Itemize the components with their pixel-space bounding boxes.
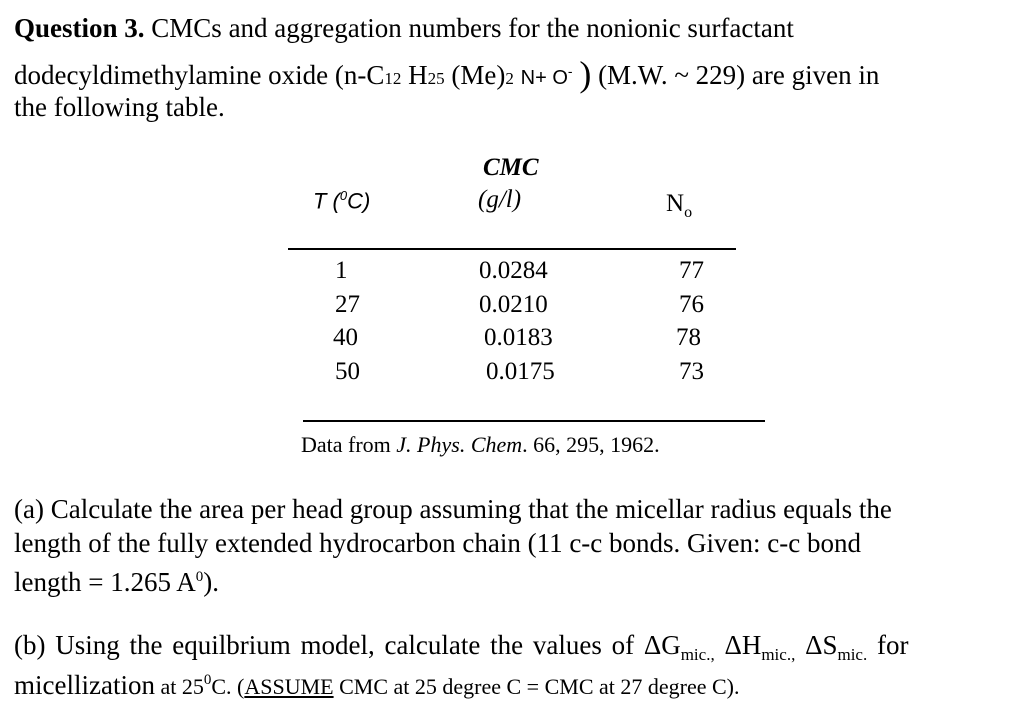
header-aggregation-label: N <box>666 190 685 217</box>
delta-g-symbol: ΔG <box>643 630 681 660</box>
header-temperature-degree: 0 <box>339 188 348 203</box>
formula-sub-c: 12 <box>384 69 402 88</box>
part-b-celsius: C. ( <box>211 674 245 699</box>
delta-s-symbol: ΔS <box>805 630 838 660</box>
header-cmc-unit: (g/l) <box>478 186 522 213</box>
question-label: Question 3. <box>14 13 145 43</box>
part-b-degree: 0 <box>203 672 212 688</box>
cell-temperature: 50 <box>335 358 360 385</box>
source-suffix: . 66, 295, 1962. <box>522 432 660 457</box>
part-b-line-2 <box>14 664 740 703</box>
part-a-angstrom-degree: 0 <box>195 569 204 585</box>
header-temperature-label: T ( <box>313 188 340 214</box>
table-source-note <box>301 432 660 458</box>
intro-text-2-suffix: (M.W. ~ 229) are given in <box>598 60 880 90</box>
intro-text-2-prefix: dodecyldimethylamine oxide (n-C <box>14 60 385 90</box>
formula-close-paren: ) <box>579 54 592 94</box>
part-b-assume: ASSUME <box>244 674 334 699</box>
cell-temperature: 27 <box>335 291 360 318</box>
cell-cmc: 0.0183 <box>484 324 553 351</box>
part-b-assumption: CMC at 25 degree C = CMC at 27 degree C). <box>333 674 740 699</box>
part-b-micellization: micellization <box>14 670 155 700</box>
formula-h: H <box>408 60 428 90</box>
cell-aggregation: 73 <box>679 358 704 385</box>
part-a-close: ). <box>203 567 219 597</box>
table-top-rule <box>288 248 736 250</box>
cell-cmc: 0.0175 <box>486 358 555 385</box>
question-intro-line-2 <box>14 55 879 95</box>
header-temperature <box>313 188 370 214</box>
cell-temperature: 1 <box>335 257 348 284</box>
header-temperature-unit: C) <box>347 188 371 214</box>
delta-s-subscript: mic. <box>837 645 868 664</box>
question-intro-line-1 <box>14 12 794 44</box>
part-b-at-temp: at 25 <box>154 674 204 699</box>
part-a-line-2: length of the fully extended hydrocarbon chain (11 c-c bonds. Given: c-c bond <box>14 528 861 558</box>
header-aggregation-number <box>666 190 692 222</box>
intro-text-1: CMCs and aggregation numbers for the nonionic surfactant <box>151 13 794 43</box>
header-cmc-title: CMC <box>483 154 539 181</box>
formula-me: (Me) <box>451 60 506 90</box>
cell-aggregation: 78 <box>676 324 701 351</box>
cell-aggregation: 76 <box>679 291 704 318</box>
intro-text-3: the following table. <box>14 92 225 122</box>
formula-n-o: N+ O <box>520 67 568 89</box>
part-a-line-1: (a) Calculate the area per head group assuming that the micellar radius equals the <box>14 494 892 524</box>
source-prefix: Data from <box>301 432 397 457</box>
formula-charge: - <box>567 63 573 79</box>
cell-cmc: 0.0210 <box>479 291 548 318</box>
part-a-line-3 <box>14 561 219 598</box>
formula-sub-h: 25 <box>427 69 445 88</box>
delta-h-subscript: mic., <box>761 645 796 664</box>
part-b-intro: (b) Using the equilbrium model, calculate the values of <box>14 630 644 660</box>
header-aggregation-sub: o <box>684 204 693 221</box>
source-journal: J. Phys. Chem <box>396 432 523 457</box>
table-bottom-rule <box>303 420 765 422</box>
cell-cmc: 0.0284 <box>479 257 548 284</box>
delta-g-subscript: mic., <box>680 645 715 664</box>
part-a-bond-length: length = 1.265 A <box>14 567 196 597</box>
cell-aggregation: 77 <box>679 257 704 284</box>
part-b-for: for <box>867 630 909 660</box>
formula-sub-me: 2 <box>505 69 514 88</box>
cell-temperature: 40 <box>333 324 358 351</box>
question-intro-line-3 <box>14 91 225 123</box>
delta-h-symbol: ΔH <box>724 630 762 660</box>
